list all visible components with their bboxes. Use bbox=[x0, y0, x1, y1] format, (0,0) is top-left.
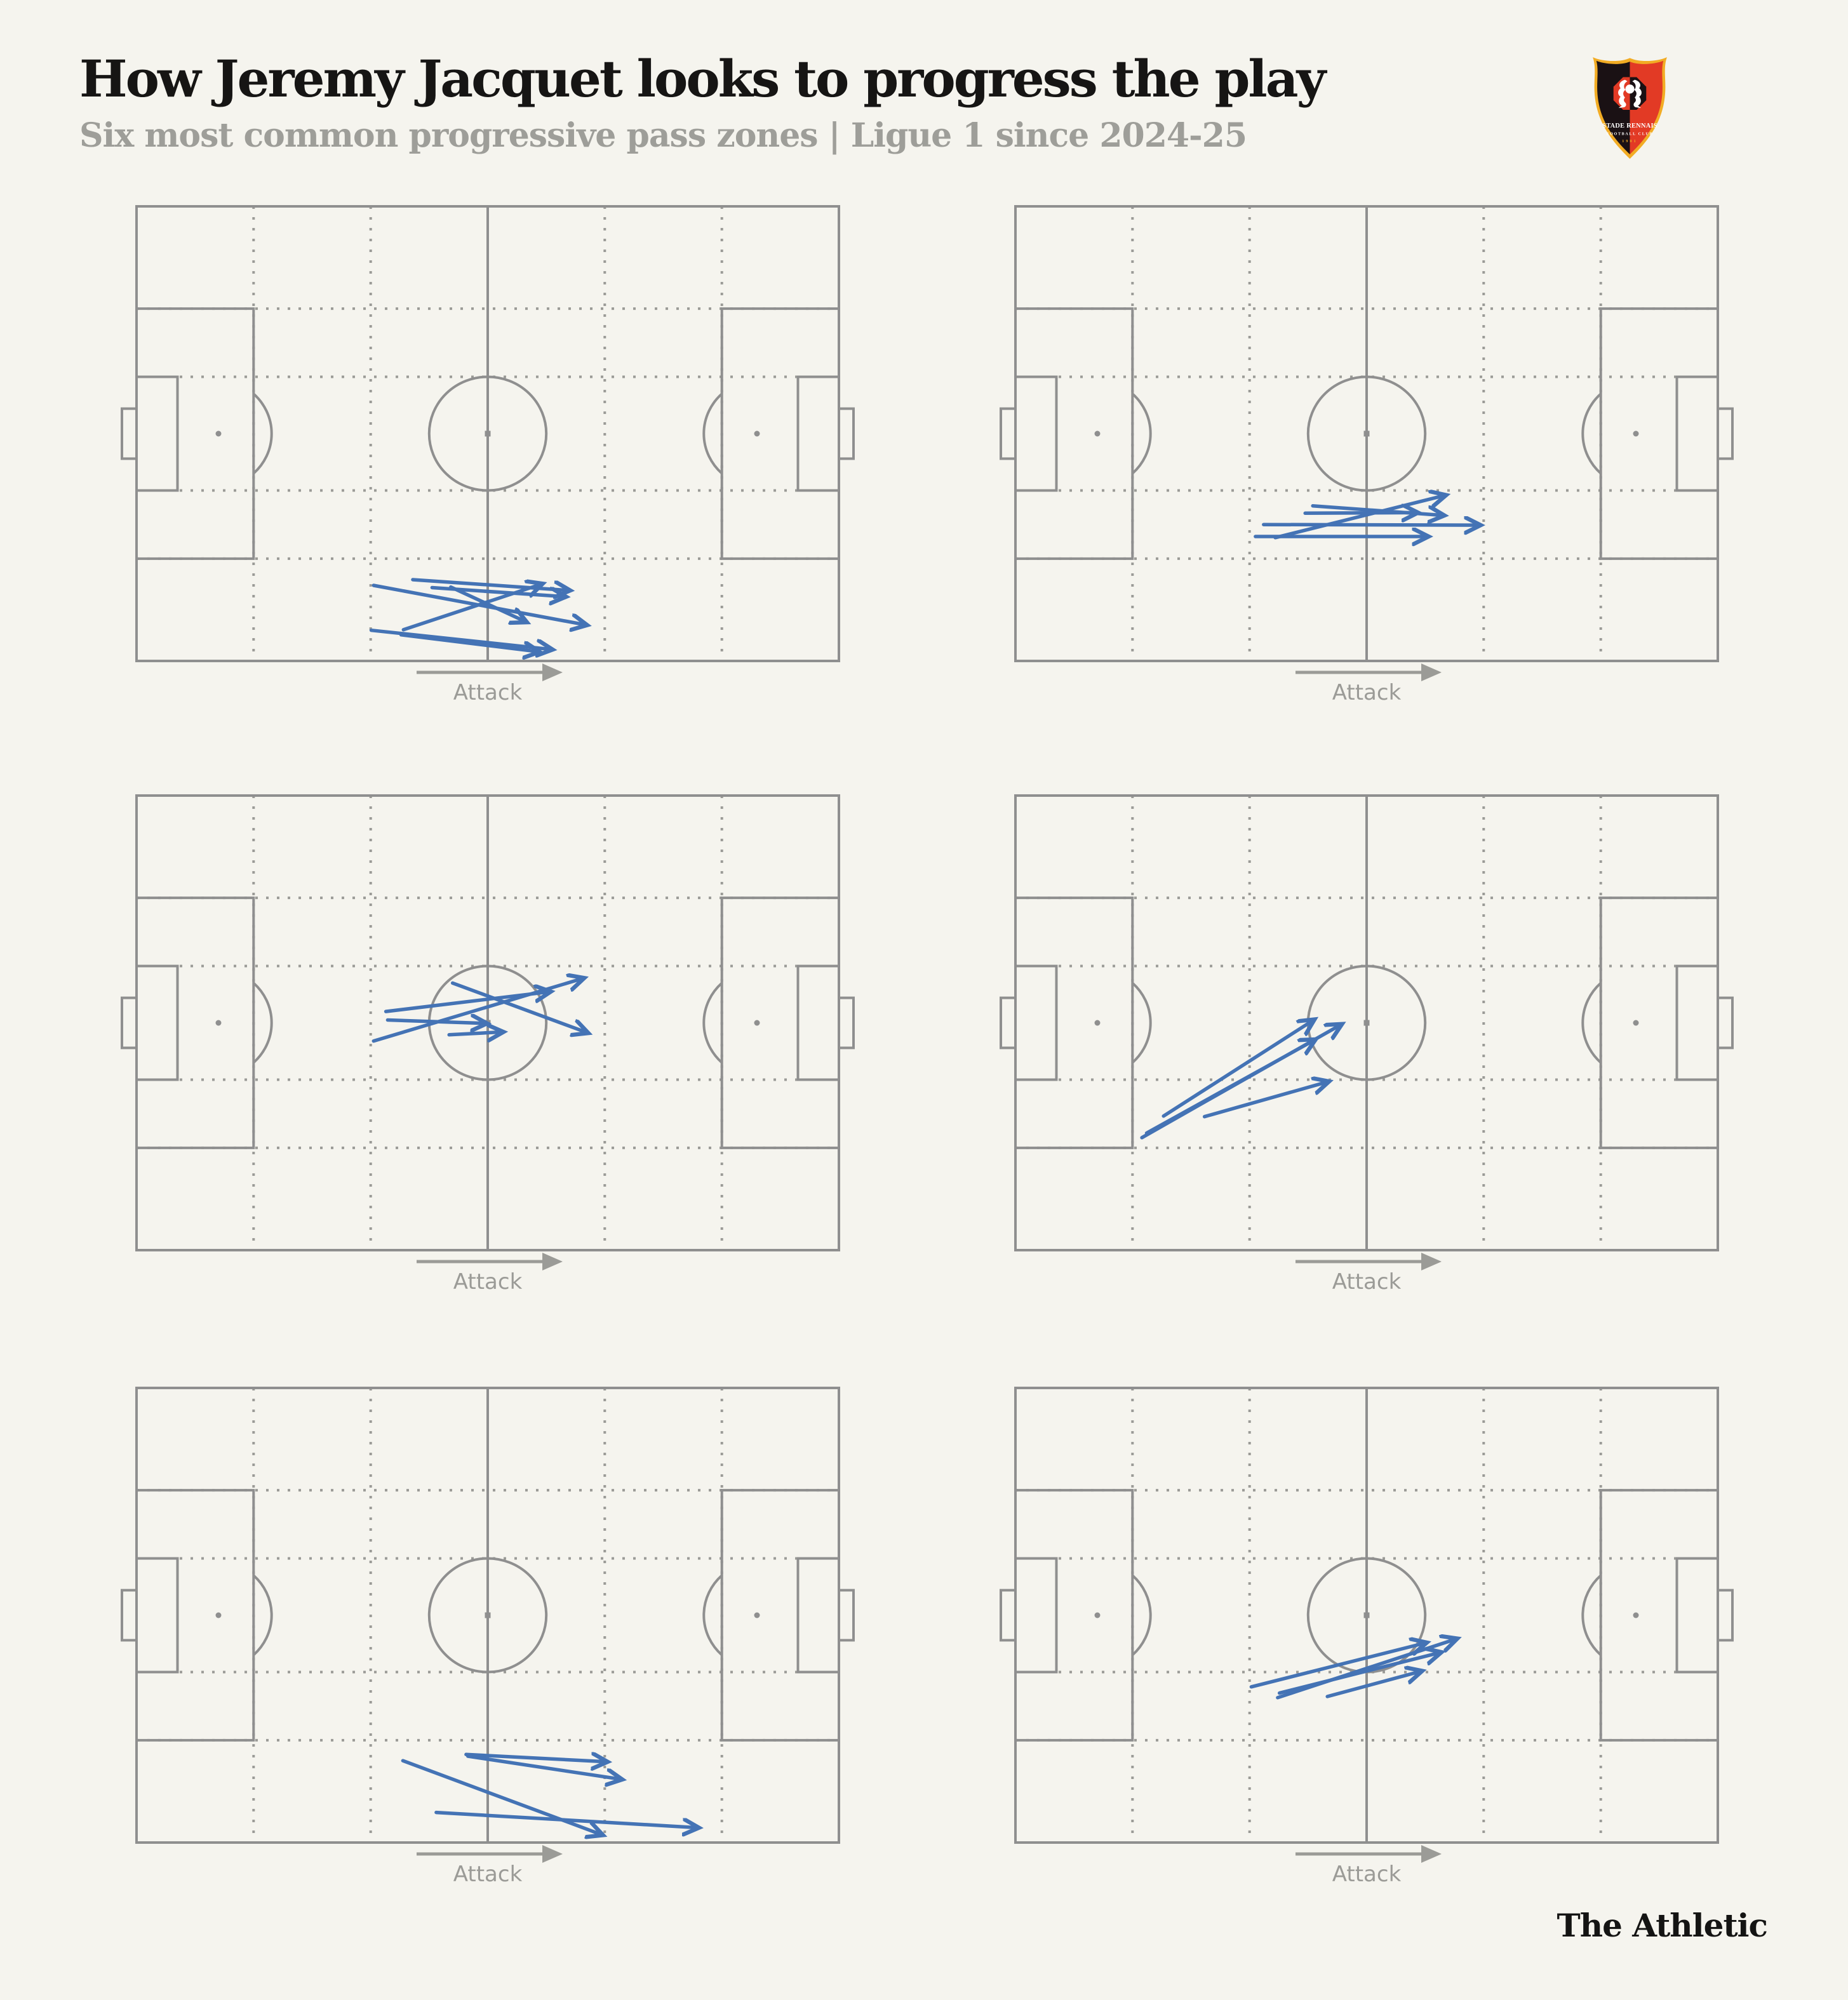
penalty-spot bbox=[754, 431, 760, 437]
attack-label: Attack bbox=[1332, 680, 1402, 705]
penalty-area bbox=[137, 309, 253, 559]
pitch-svg-middle-right bbox=[1000, 793, 1734, 1298]
penalty-spot bbox=[754, 1020, 760, 1026]
centre-spot bbox=[1364, 431, 1370, 437]
goal-area bbox=[137, 1559, 178, 1672]
pitch-map-middle-right bbox=[1000, 793, 1734, 1298]
penalty-area bbox=[1015, 1490, 1132, 1740]
pass-arrow bbox=[1327, 1671, 1422, 1697]
pass-arrow bbox=[436, 1813, 699, 1828]
pitch-map-bottom-right bbox=[1000, 1385, 1734, 1890]
penalty-spot bbox=[1633, 1613, 1639, 1618]
penalty-arc bbox=[1583, 983, 1600, 1062]
penalty-area bbox=[1015, 898, 1132, 1148]
attack-arrow-icon bbox=[1421, 1253, 1442, 1270]
goal bbox=[839, 409, 854, 459]
goal bbox=[122, 998, 137, 1048]
goal bbox=[1001, 409, 1015, 459]
goal-area bbox=[137, 377, 178, 491]
goal bbox=[122, 409, 137, 459]
page-subtitle: Six most common progressive pass zones | Ligue 1 since 2024-25 bbox=[79, 116, 1247, 155]
goal-area bbox=[798, 377, 840, 491]
attack-arrow-icon bbox=[542, 663, 563, 681]
penalty-spot bbox=[1095, 1020, 1101, 1026]
pass-arrow bbox=[449, 1032, 504, 1035]
athletic-wordmark: The Athletic bbox=[1557, 1907, 1767, 1944]
goal-area bbox=[798, 1559, 840, 1672]
penalty-area bbox=[137, 898, 253, 1148]
centre-spot bbox=[485, 1613, 491, 1618]
goal-area bbox=[1677, 377, 1718, 491]
pass-arrow bbox=[1147, 1039, 1316, 1133]
pass-arrow bbox=[1163, 1020, 1315, 1116]
page-title: How Jeremy Jacquet looks to progress the play bbox=[79, 49, 1325, 109]
crest-ball-icon bbox=[1625, 84, 1634, 93]
penalty-spot bbox=[1633, 1020, 1639, 1026]
goal bbox=[1718, 1590, 1732, 1641]
pitch-svg-top-right bbox=[1000, 204, 1734, 709]
penalty-spot bbox=[216, 431, 222, 437]
attack-label: Attack bbox=[453, 1269, 523, 1295]
goal-area bbox=[137, 966, 178, 1080]
penalty-spot bbox=[216, 1613, 222, 1618]
penalty-spot bbox=[1095, 431, 1101, 437]
penalty-arc bbox=[1583, 1575, 1600, 1655]
goal bbox=[839, 998, 854, 1048]
goal-area bbox=[798, 966, 840, 1080]
pitch-svg-middle-left bbox=[121, 793, 855, 1298]
goal-area bbox=[1677, 1559, 1718, 1672]
pitch-svg-bottom-right bbox=[1000, 1385, 1734, 1890]
penalty-spot bbox=[1633, 431, 1639, 437]
penalty-arc bbox=[253, 394, 271, 473]
penalty-arc bbox=[253, 1575, 271, 1655]
pass-arrow bbox=[453, 983, 589, 1033]
centre-spot bbox=[1364, 1613, 1370, 1618]
attack-arrow-icon bbox=[542, 1845, 563, 1863]
penalty-area bbox=[1015, 309, 1132, 559]
crest-year: 1901 bbox=[1622, 140, 1638, 144]
attack-arrow-icon bbox=[1421, 663, 1442, 681]
goal-area bbox=[1015, 1559, 1057, 1672]
pitch-map-middle-left bbox=[121, 793, 855, 1298]
goal bbox=[1001, 998, 1015, 1048]
crest-club-subtext: FOOTBALL CLUB bbox=[1606, 132, 1654, 137]
penalty-arc bbox=[704, 394, 721, 473]
pass-arrow bbox=[372, 630, 553, 650]
pass-arrow bbox=[387, 1020, 487, 1023]
attack-arrow-icon bbox=[542, 1253, 563, 1270]
goal bbox=[1718, 998, 1732, 1048]
penalty-area bbox=[1601, 898, 1718, 1148]
attack-label: Attack bbox=[453, 680, 523, 705]
penalty-area bbox=[722, 898, 839, 1148]
attack-arrow-icon bbox=[1421, 1845, 1442, 1863]
pass-arrow bbox=[1251, 1643, 1426, 1687]
centre-spot bbox=[485, 431, 491, 437]
goal-area bbox=[1015, 377, 1057, 491]
pitch-svg-bottom-left bbox=[121, 1385, 855, 1890]
goal-area bbox=[1015, 966, 1057, 1080]
penalty-arc bbox=[1132, 1575, 1150, 1655]
penalty-area bbox=[722, 309, 839, 559]
pitch-map-bottom-left bbox=[121, 1385, 855, 1890]
club-crest-icon bbox=[1590, 55, 1670, 164]
penalty-arc bbox=[1132, 983, 1150, 1062]
penalty-arc bbox=[253, 983, 271, 1062]
attack-label: Attack bbox=[1332, 1269, 1402, 1295]
goal bbox=[1001, 1590, 1015, 1641]
penalty-spot bbox=[216, 1020, 222, 1026]
penalty-area bbox=[722, 1490, 839, 1740]
crest-club-name: STADE RENNAIS bbox=[1602, 123, 1657, 130]
penalty-arc bbox=[1132, 394, 1150, 473]
penalty-area bbox=[137, 1490, 253, 1740]
pass-arrow bbox=[401, 635, 540, 652]
penalty-arc bbox=[1583, 394, 1600, 473]
goal-area bbox=[1677, 966, 1718, 1080]
goal bbox=[839, 1590, 854, 1641]
penalty-spot bbox=[1095, 1613, 1101, 1618]
attack-label: Attack bbox=[453, 1862, 523, 1887]
penalty-arc bbox=[704, 983, 721, 1062]
pitch-map-top-right bbox=[1000, 204, 1734, 709]
goal bbox=[122, 1590, 137, 1641]
penalty-area bbox=[1601, 309, 1718, 559]
pitch-svg-top-left bbox=[121, 204, 855, 709]
pass-arrow bbox=[1305, 512, 1418, 513]
goal bbox=[1718, 409, 1732, 459]
penalty-arc bbox=[704, 1575, 721, 1655]
attack-label: Attack bbox=[1332, 1862, 1402, 1887]
penalty-area bbox=[1601, 1490, 1718, 1740]
pitch-map-top-left bbox=[121, 204, 855, 709]
pass-arrow bbox=[1205, 1081, 1329, 1117]
pass-arrow bbox=[1264, 524, 1481, 525]
penalty-spot bbox=[754, 1613, 760, 1618]
centre-spot bbox=[1364, 1020, 1370, 1026]
pass-arrow bbox=[1275, 495, 1446, 538]
